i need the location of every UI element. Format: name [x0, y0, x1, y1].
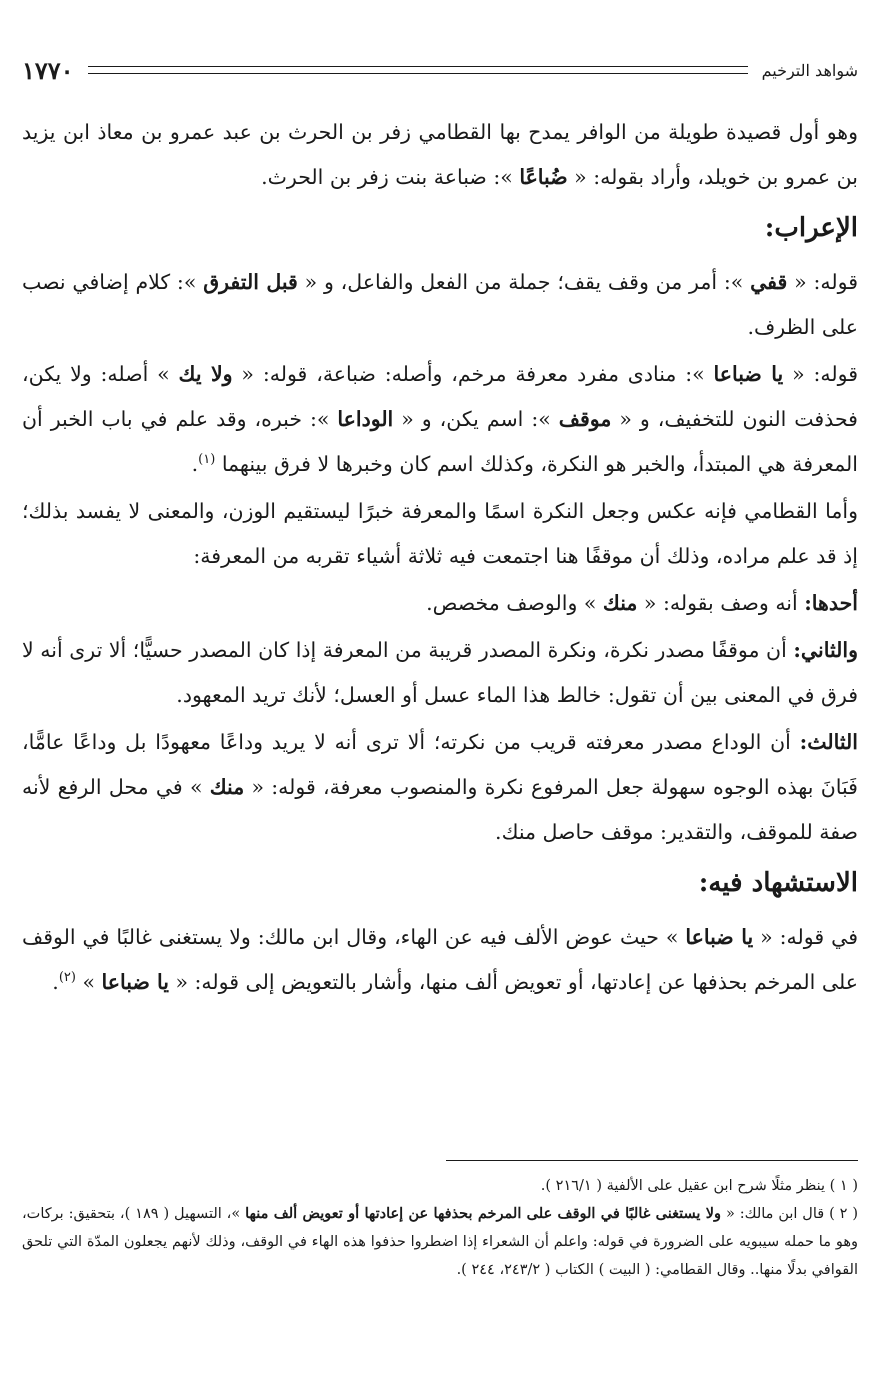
irab-p6-c: » في محل الرفع لأنه صفة للموقف، والتقدير: موقف حاصل منك. [22, 775, 858, 844]
irab-p2-term-2: ولا يك [178, 362, 233, 386]
irab-p6-term-1: منك [209, 775, 245, 799]
fn2-a: ( ٢ ) قال ابن مالك: « [721, 1206, 858, 1222]
irab-p2-g: . [191, 452, 199, 476]
irab-p4-c: » والوصف مخصص. [426, 591, 603, 615]
footnote-ref-1[interactable]: (١) [198, 452, 216, 468]
irab-p2-c: »: منادى مفرد معرفة مرخم، وأصله: ضباعة، قوله: « [232, 362, 714, 386]
footnotes [22, 1172, 858, 1284]
irab-p2-term-3: موقف [558, 407, 612, 431]
irab-paragraph-3: وأما القطامي فإنه عكس وجعل النكرة اسمًا والمعرفة خبرًا ليستقيم الوزن، والمعنى لا يفسد بذلك؛ إذ قد علم مراده، وذلك أن موقفًا هنا اجتمعت فيه ثلاثة أشياء تقربه من المعرفة: [22, 499, 858, 568]
irab-paragraph-2 [22, 352, 858, 487]
istishhad-paragraph-1 [22, 915, 858, 1005]
fn2-quote: ولا يستغنى غالبًا في الوقف على المرخم بحذفها عن إعادتها أو تعويض ألف منها [245, 1205, 722, 1222]
irab-paragraph-5 [22, 628, 858, 718]
footnote-ref-2[interactable]: (٢) [58, 970, 76, 986]
fn2-c: »، التسهيل ( ١٨٩ )، بتحقيق: بركات، وهو ما حمله سيبويه على الضرورة في قوله: واعلم أن الشعراء إذا اضطروا حذفوا هذه الهاء في الوقف، وذلك لأنهم يجعلون المدّة التي تلحق القوافي بدلًا منها.. وقال القطامي: ( البيت ) الكتاب ( ٢٤٣/٢، ٢٤٤ ). [22, 1206, 858, 1278]
irab-p4-term-1: منك [602, 591, 638, 615]
section-title-irab: الإعراب: [764, 213, 858, 243]
footnote-separator [446, 1160, 858, 1161]
ist-p1-term-2: يا ضباعا [101, 970, 169, 994]
intro-bold-term: ضُباعًا [519, 165, 568, 189]
irab-p5-label: والثاني: [793, 638, 858, 662]
irab-p1-term-2: قبل التفرق [203, 270, 298, 294]
page-body [22, 110, 858, 1005]
irab-p2-a: قوله: « [783, 362, 858, 386]
irab-p6-label: الثالث: [799, 730, 858, 754]
irab-p1-term-1: قفي [750, 270, 788, 294]
intro-text: وهو أول قصيدة طويلة من الوافر يمدح بها القطامي زفر بن الحرث بن عبد عمرو بن معاذ ابن يزيد بن عمرو بن خويلد، وأراد بقوله: « [22, 120, 858, 189]
running-title: شواهد الترخيم [761, 60, 858, 80]
irab-paragraph-6 [22, 720, 858, 855]
footnote-2 [22, 1200, 858, 1284]
ist-p1-term-1: يا ضباعا [685, 925, 754, 949]
irab-p2-term-4: الوداعا [337, 407, 394, 431]
ist-p1-e: . [52, 970, 59, 994]
irab-p2-term-1: يا ضباعا [713, 362, 784, 386]
irab-p5-a: أن موقفًا مصدر نكرة، ونكرة المصدر قريبة من المعرفة إذا كان المصدر حسيًّا؛ ألا ترى أنه لا فرق في المعنى بين أن تقول: خالط هذا الماء عسل أو العسل؛ لأنك تريد المعهود. [22, 638, 858, 707]
ist-p1-d: » [75, 970, 102, 994]
intro-text-after: »: ضباعة بنت زفر بن الحرث. [261, 165, 520, 189]
section-title-istishhad: الاستشهاد فيه: [698, 868, 858, 898]
irab-p6-a: أن الوداع مصدر معرفته قريب من نكرته؛ ألا ترى أنه لا يريد وداعًا معهودًا بل وداعًا عامًّا، فَبَانَ بهذه الوجوه سهولة جعل المرفوع نكرة والمنصوب معرفة، قوله: « [22, 730, 858, 799]
irab-p2-d: » أصله: ولا يكن، فحذفت النون للتخفيف، و « [22, 362, 858, 431]
irab-p1-a: قوله: « [787, 270, 859, 294]
ist-p1-a: في قوله: « [753, 925, 859, 949]
intro-paragraph [22, 110, 858, 200]
footnote-1: ( ١ ) ينظر مثلًا شرح ابن عقيل على الألفية ( ٢١٦/١ ). [540, 1178, 858, 1194]
irab-paragraph-1 [22, 260, 858, 350]
irab-p2-f: »: خبره، وقد علم في باب الخبر أن المعرفة هي المبتدأ، والخبر هو النكرة، وكذلك اسم كان وخبرها لا فرق بينهما [22, 407, 858, 476]
page-header [22, 50, 858, 90]
irab-paragraph-4 [22, 581, 858, 626]
irab-p2-e: »: اسم يكن، و « [393, 407, 559, 431]
irab-p4-a: أنه وصف بقوله: « [637, 591, 805, 615]
page-number: ١٧٧٠ [22, 55, 74, 85]
irab-p1-c: »: أمر من وقف يقف؛ جملة من الفعل والفاعل، و « [297, 270, 751, 294]
irab-p1-d: »: كلام إضافي نصب على الظرف. [22, 270, 858, 339]
irab-p4-label: أحدها: [804, 591, 858, 615]
ist-p1-c: » حيث عوض الألف فيه عن الهاء، وقال ابن مالك: ولا يستغنى غالبًا في الوقف على المرخم بحذفها عن إعادتها، أو تعويض ألف منها، وأشار بالتعويض إلى قوله: « [22, 925, 858, 994]
header-rule [88, 66, 748, 74]
book-page [22, 50, 858, 1360]
